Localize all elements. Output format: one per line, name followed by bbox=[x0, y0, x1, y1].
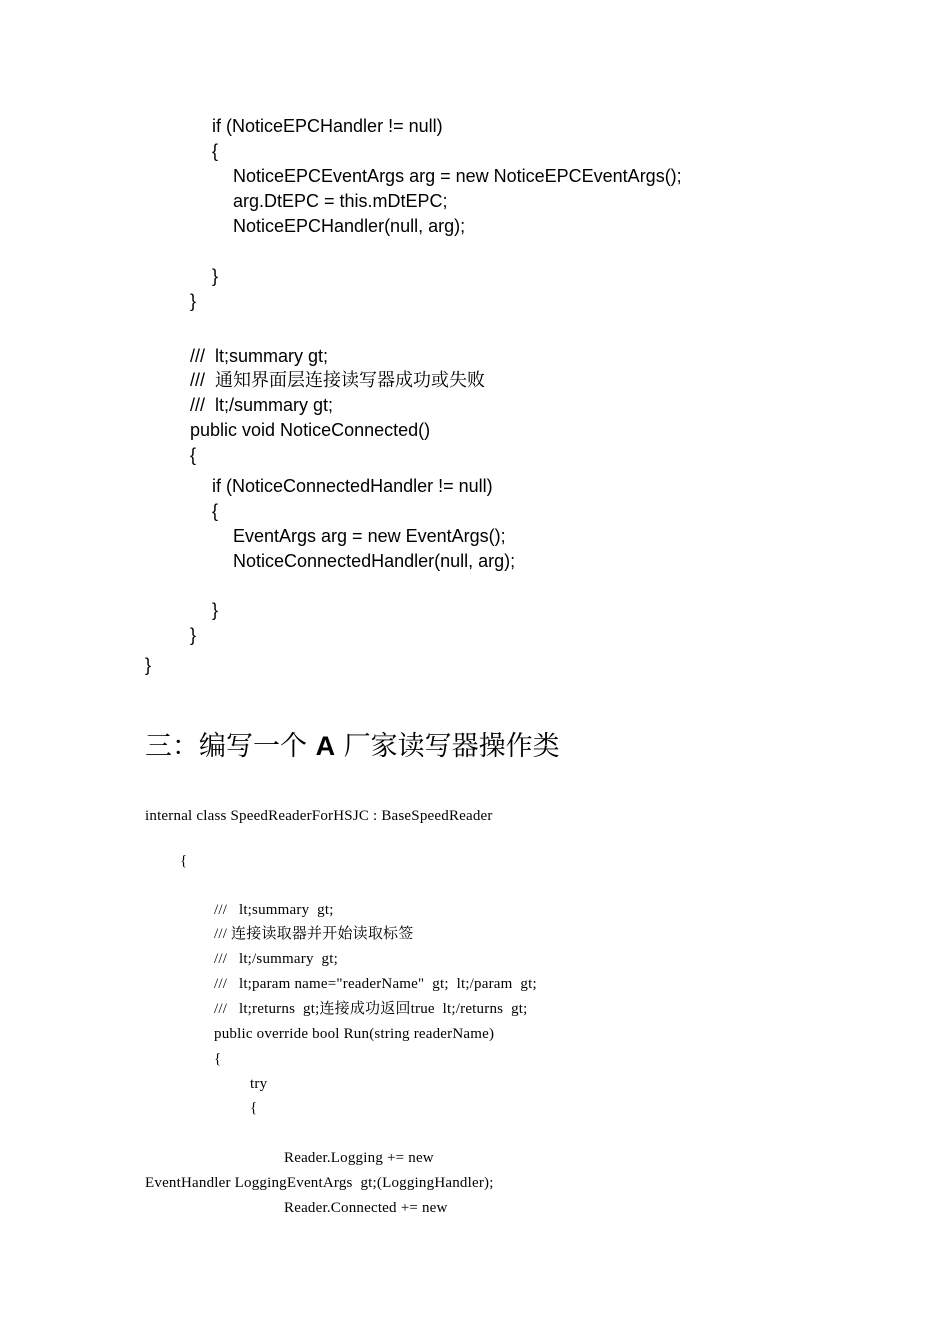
code-line: NoticeConnectedHandler(null, arg); bbox=[233, 551, 516, 571]
section-heading bbox=[145, 733, 560, 760]
code-comment: /// lt;summary gt; bbox=[190, 346, 329, 366]
code-line: } bbox=[190, 291, 197, 311]
code-line: EventArgs arg = new EventArgs(); bbox=[233, 526, 506, 546]
code-line: } bbox=[145, 655, 152, 675]
code-line: { bbox=[190, 445, 197, 465]
code-line: try bbox=[250, 1076, 268, 1092]
code-comment: /// lt;/summary gt; bbox=[190, 395, 334, 415]
section-heading-suffix: 厂家读写器操作类 bbox=[335, 731, 560, 762]
code-line: public void NoticeConnected() bbox=[190, 420, 431, 440]
code-line: Reader.Connected += new bbox=[284, 1200, 448, 1216]
code-line: } bbox=[212, 600, 219, 620]
code-line: } bbox=[190, 625, 197, 645]
code-line: Reader.Logging += new bbox=[284, 1150, 434, 1166]
code-comment: /// lt;summary gt; bbox=[214, 902, 334, 918]
code-line: NoticeEPCEventArgs arg = new NoticeEPCEventArgs(); bbox=[233, 166, 682, 186]
code-line: public override bool Run(string readerName) bbox=[214, 1026, 495, 1042]
code-comment: /// lt;returns gt;连接成功返回true lt;/returns gt; bbox=[214, 1001, 528, 1017]
code-line: if (NoticeEPCHandler != null) bbox=[212, 116, 443, 136]
section-heading-bold: A bbox=[315, 731, 336, 761]
code-line: { bbox=[212, 141, 219, 161]
code-line: { bbox=[180, 853, 188, 869]
code-line: { bbox=[212, 501, 219, 521]
code-comment: /// lt;/summary gt; bbox=[214, 951, 338, 967]
code-line: internal class SpeedReaderForHSJC : BaseSpeedReader bbox=[145, 808, 493, 824]
code-comment: /// lt;param name="readerName" gt; lt;/param gt; bbox=[214, 976, 537, 992]
code-line: { bbox=[250, 1100, 258, 1116]
code-line: if (NoticeConnectedHandler != null) bbox=[212, 476, 493, 496]
section-heading-prefix: 三：编写一个 bbox=[145, 731, 316, 762]
code-line: EventHandler LoggingEventArgs gt;(LoggingHandler); bbox=[145, 1175, 494, 1191]
code-line: { bbox=[214, 1051, 222, 1067]
code-line: arg.DtEPC = this.mDtEPC; bbox=[233, 191, 448, 211]
code-comment: /// 连接读取器并开始读取标签 bbox=[214, 926, 414, 942]
code-line: } bbox=[212, 266, 219, 286]
code-comment: /// 通知界面层连接读写器成功或失败 bbox=[190, 370, 486, 390]
code-line: NoticeEPCHandler(null, arg); bbox=[233, 216, 466, 236]
